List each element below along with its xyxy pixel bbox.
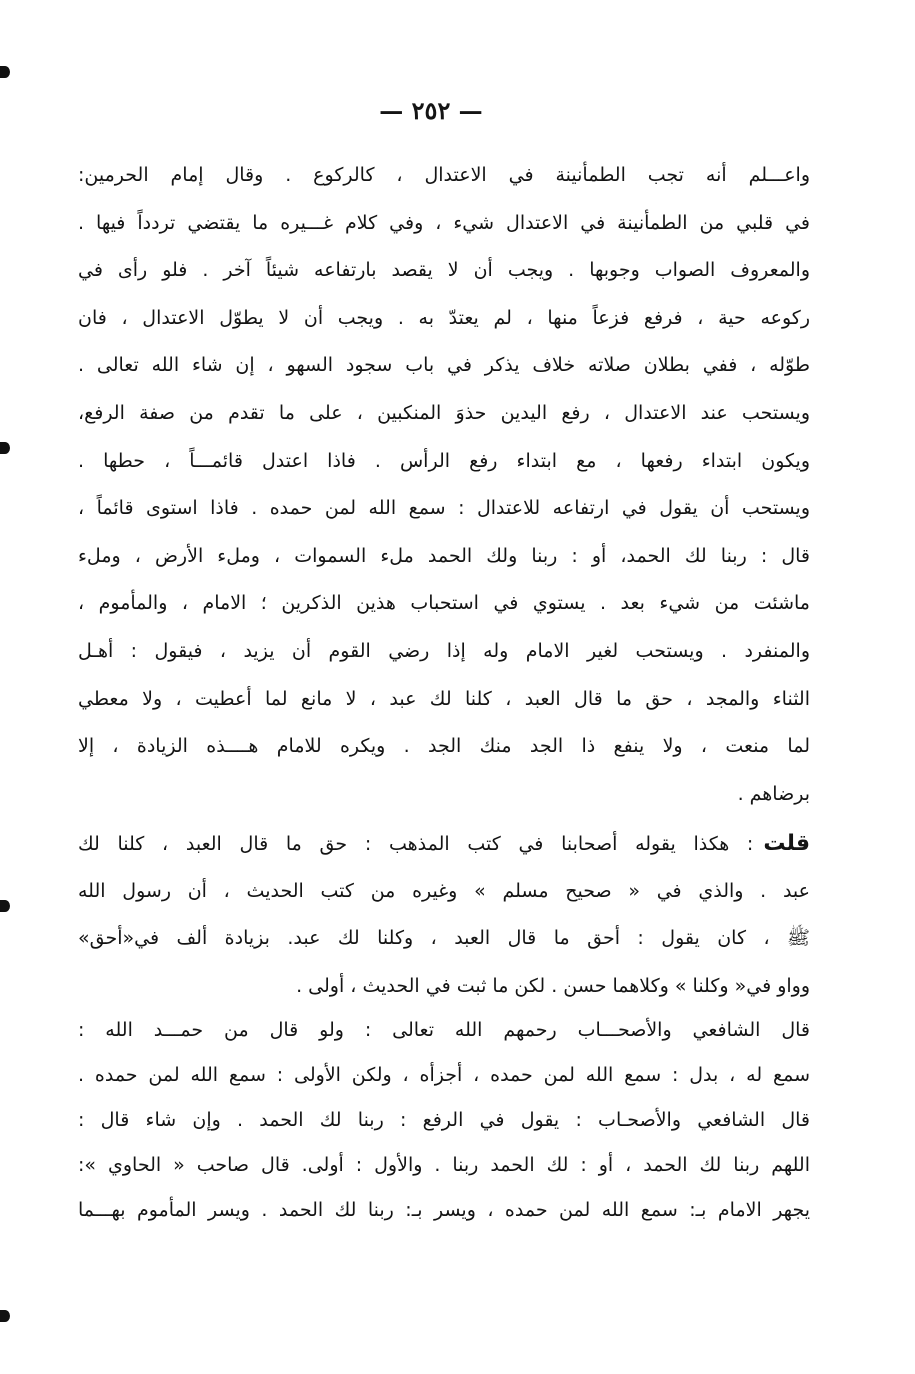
text-line: يجهر الامام بـ: سمع الله لمن حمده ، ويسر بـ: ربنا لك الحمد . ويسر المأموم بهـــما — [78, 1199, 810, 1221]
text-line: قال الشافعي والأصحـاب : يقول في الرفع : ربنا لك الحمد . وإن شاء قال : — [78, 1109, 810, 1131]
paragraph-3 — [78, 1008, 810, 1233]
text-line: ماشئت من شيء بعد . يستوي في استحباب هذين الذكرين ؛ الامام ، والمأموم ، — [78, 592, 810, 615]
paragraph-1 — [78, 152, 810, 818]
text-line: ويكون ابتداء رفعها ، مع ابتداء رفع الرأس . فاذا اعتدل قائمـــاً ، حطها . — [78, 449, 810, 472]
text-line: ﷺ ، كان يقول : أحق ما قال العبد ، وكلنا لك عبد. بزيادة ألف في«أحق» — [78, 927, 810, 950]
text-line: قال الشافعي والأصحـــاب رحمهم الله تعالى : ولو قال من حمـــد الله : — [78, 1019, 810, 1041]
text-line: والمنفرد . ويستحب لغير الامام وله إذا رضي القوم أن يزيد ، فيقول : أهـل — [78, 639, 810, 662]
text-line: ركوعه حية ، فرفع فزعاً منها ، لم يعتدّ به . ويجب أن لا يطوّل الاعتدال ، فان — [78, 306, 810, 329]
text-line: ويستحب عند الاعتدال ، رفع اليدين حذوَ المنكبين ، على ما تقدم من صفة الرفع، — [78, 401, 810, 424]
text-line: عبد . والذي في « صحيح مسلم » وغيره من كتب الحديث ، أن رسول الله — [78, 879, 810, 902]
text-line: برضاهم . — [737, 782, 810, 805]
text-line: في قلبي من الطمأنينة في الاعتدال شيء ، وفي كلام غـــيره ما يقتضي تردداً فيها . — [78, 211, 810, 234]
lead-word-qultu: قلت — [763, 831, 810, 856]
text-line: سمع له ، بدل : سمع الله لمن حمده ، أجزأه ، ولكن الأولى : سمع الله لمن حمده . — [78, 1064, 810, 1086]
paragraph-2 — [78, 820, 810, 1010]
text-line: ويستحب أن يقول في ارتفاعه للاعتدال : سمع الله لمن حمده . فاذا استوى قائماً ، — [78, 497, 810, 520]
page-number: — ٢٥٢ — — [379, 96, 483, 125]
text-line: واعـــلم أنه تجب الطمأنينة في الاعتدال ، كالركوع . وقال إمام الحرمين: — [78, 164, 810, 186]
text-line: لما منعت ، ولا ينفع ذا الجد منك الجد . ويكره للامام هــــذه الزيادة ، إلا — [78, 735, 810, 758]
text-line: اللهم ربنا لك الحمد ، أو : لك الحمد ربنا . والأول : أولى. قال صاحب « الحاوي »: — [78, 1154, 810, 1176]
scan-margin-mark — [0, 66, 10, 78]
scan-margin-mark — [0, 900, 10, 912]
text-line-content: : هكذا يقوله أصحابنا في كتب المذهب : حق ما قال العبد ، كلنا لك — [78, 833, 754, 855]
text-line — [78, 820, 810, 868]
scan-margin-mark — [0, 1310, 10, 1322]
text-line: قال : ربنا لك الحمد، أو : ربنا ولك الحمد ملء السموات ، وملء الأرض ، وملء — [78, 544, 810, 567]
text-line: والمعروف الصواب وجوبها . ويجب أن لا يقصد بارتفاعه شيئاً آخر . فلو رأى في — [78, 259, 810, 282]
text-line: وواو في« وكلنا » وكلاهما حسن . لكن ما ثبت في الحديث ، أولى . — [296, 974, 810, 997]
scan-margin-mark — [0, 442, 10, 454]
text-line: طوّله ، ففي بطلان صلاته خلاف يذكر في باب سجود السهو ، إن شاء الله تعالى . — [78, 354, 810, 377]
text-line: الثناء والمجد ، حق ما قال العبد ، كلنا لك عبد ، لا مانع لما أعطيت ، ولا معطي — [78, 687, 810, 710]
